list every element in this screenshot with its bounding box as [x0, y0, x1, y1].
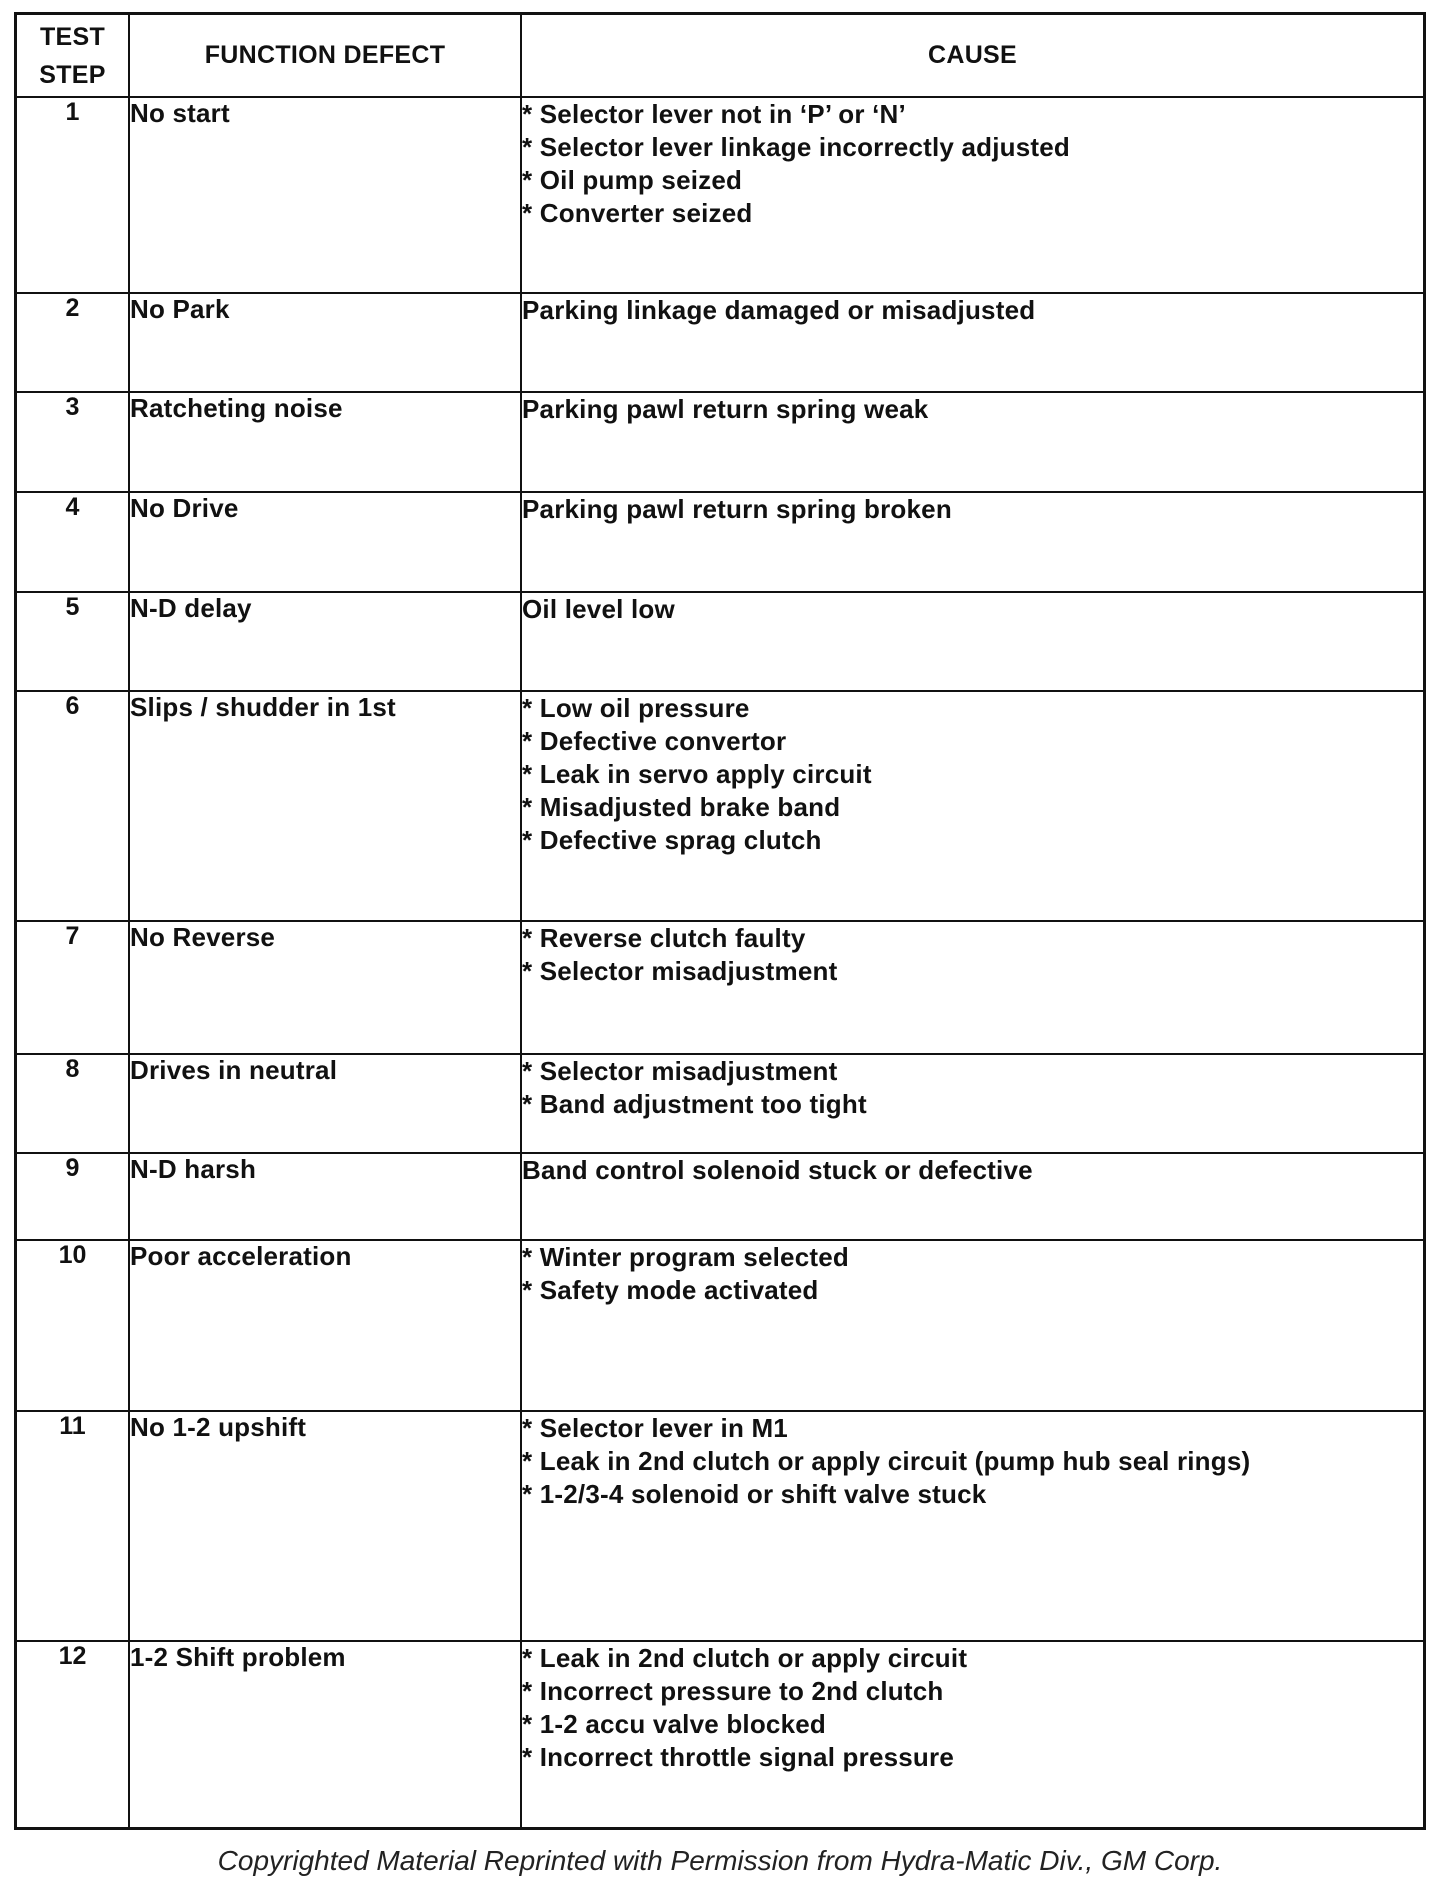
test-step-number: 8 [17, 1054, 129, 1153]
table-row [17, 392, 1423, 492]
cause-item: * Winter program selected [522, 1241, 849, 1272]
test-step-number: 12 [17, 1641, 129, 1827]
cause-cell [521, 293, 1423, 392]
cause-item: * Leak in servo apply circuit [522, 759, 872, 790]
cause-item: * 1-2/3-4 solenoid or shift valve stuck [522, 1479, 987, 1510]
test-step-number: 11 [17, 1411, 129, 1641]
cause-cell [521, 392, 1423, 492]
test-step-number: 1 [17, 97, 129, 293]
cause-item: Parking linkage damaged or misadjusted [522, 294, 1036, 325]
cause-item: * Selector lever in M1 [522, 1413, 788, 1444]
table-row [17, 691, 1423, 921]
function-defect: No 1-2 upshift [129, 1411, 521, 1641]
diagnosis-table-frame [14, 12, 1426, 1830]
table-row [17, 1153, 1423, 1240]
function-defect: No Reverse [129, 921, 521, 1054]
function-defect: No Park [129, 293, 521, 392]
table-row [17, 293, 1423, 392]
cause-item: Oil level low [522, 594, 675, 625]
cause-item: Parking pawl return spring broken [522, 494, 952, 525]
cause-item: * Incorrect pressure to 2nd clutch [522, 1675, 944, 1706]
function-defect: Drives in neutral [129, 1054, 521, 1153]
cause-cell [521, 1411, 1423, 1641]
function-defect: No start [129, 97, 521, 293]
cause-item: * Incorrect throttle signal pressure [522, 1741, 954, 1772]
test-step-number: 4 [17, 492, 129, 592]
function-defect: Ratcheting noise [129, 392, 521, 492]
cause-cell [521, 1240, 1423, 1412]
table-row [17, 1054, 1423, 1153]
test-step-number: 6 [17, 691, 129, 921]
cause-item: * Selector lever not in ‘P’ or ‘N’ [522, 99, 906, 129]
table-body [17, 97, 1423, 1827]
function-defect: N-D harsh [129, 1153, 521, 1240]
function-defect: Slips / shudder in 1st [129, 691, 521, 921]
table-row [17, 1411, 1423, 1641]
cause-item: * Leak in 2nd clutch or apply circuit (pump hub seal rings) [522, 1446, 1251, 1477]
test-step-number: 10 [17, 1240, 129, 1412]
cause-item: Parking pawl return spring weak [522, 393, 929, 424]
table-row [17, 592, 1423, 691]
cause-item: * Safety mode activated [522, 1274, 819, 1305]
cause-cell [521, 97, 1423, 293]
cause-item: * Converter seized [522, 198, 753, 228]
header-function-defect: FUNCTION DEFECT [129, 15, 521, 97]
function-defect: 1-2 Shift problem [129, 1641, 521, 1827]
cause-item: * Low oil pressure [522, 693, 750, 724]
cause-item: * Band adjustment too tight [522, 1088, 867, 1119]
test-step-number: 7 [17, 921, 129, 1054]
cause-cell [521, 691, 1423, 921]
header-cause: CAUSE [521, 15, 1423, 97]
cause-cell [521, 921, 1423, 1054]
cause-item: * Selector misadjustment [522, 955, 838, 986]
cause-cell [521, 1054, 1423, 1153]
copyright-credit: Copyrighted Material Reprinted with Permission from Hydra-Matic Div., GM Corp. [217, 1845, 1223, 1876]
test-step-number: 9 [17, 1153, 129, 1240]
test-step-number: 2 [17, 293, 129, 392]
cause-item: * Leak in 2nd clutch or apply circuit [522, 1642, 968, 1673]
cause-item: * Defective sprag clutch [522, 825, 822, 856]
table-row [17, 1240, 1423, 1412]
test-step-number: 5 [17, 592, 129, 691]
cause-item: * Selector misadjustment [522, 1055, 838, 1086]
cause-item: * Defective convertor [522, 726, 787, 757]
header-test-step: TEST STEP [17, 15, 129, 97]
cause-item: * Misadjusted brake band [522, 792, 841, 823]
cause-item: * Selector lever linkage incorrectly adjusted [522, 132, 1071, 162]
function-defect: Poor acceleration [129, 1240, 521, 1412]
cause-cell [521, 492, 1423, 592]
cause-cell [521, 1153, 1423, 1240]
table-row [17, 1641, 1423, 1827]
cause-item: Band control solenoid stuck or defective [522, 1154, 1033, 1185]
table-row [17, 921, 1423, 1054]
diagnosis-table [17, 15, 1423, 1827]
test-step-number: 3 [17, 392, 129, 492]
cause-item: * 1-2 accu valve blocked [522, 1708, 826, 1739]
table-row [17, 492, 1423, 592]
cause-cell [521, 1641, 1423, 1827]
cause-cell [521, 592, 1423, 691]
cause-item: * Oil pump seized [522, 165, 743, 195]
table-row [17, 97, 1423, 293]
function-defect: No Drive [129, 492, 521, 592]
cause-item: * Reverse clutch faulty [522, 922, 806, 953]
function-defect: N-D delay [129, 592, 521, 691]
